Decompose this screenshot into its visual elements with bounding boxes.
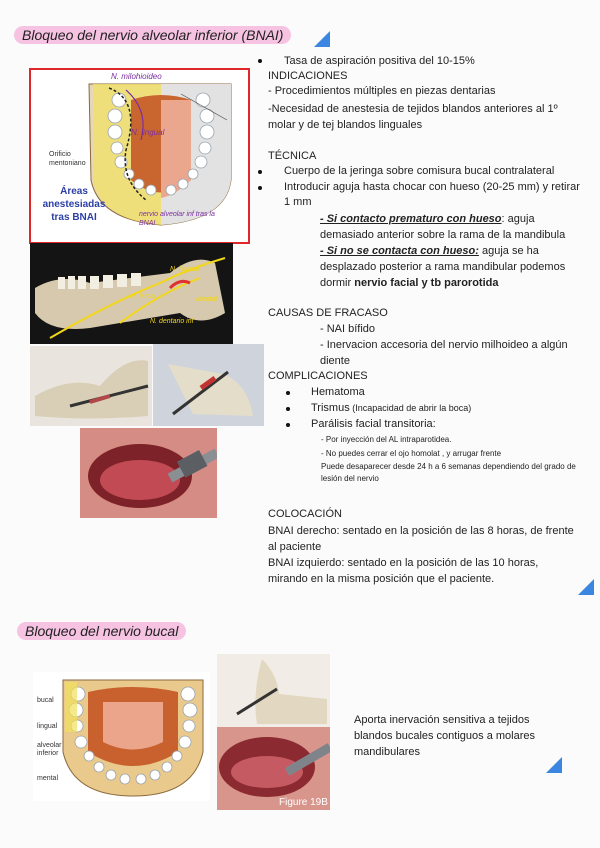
diagram-label-areas: Áreas anestesiadas tras BNAI (42, 186, 106, 223)
colocacion-item-1: BNAI derecho: sentado en la posición de las 8 horas, de frente al paciente (268, 525, 574, 553)
bullet-dot (258, 59, 262, 63)
diagram-label-hand-mid: N. lingual (131, 128, 165, 137)
paralisis-note-3: Puede desaparecer desde 24 h a 6 semanas dependiendo del grado de lesión del nervio (321, 462, 576, 483)
mandible-left-svg (30, 346, 152, 426)
colocacion-item-2: BNAI izquierdo: sentado en la posición de las 10 horas, mirando en la misma posición que el paciente. (268, 557, 539, 585)
bnai-diagram (29, 68, 250, 244)
bullet-dot (286, 423, 290, 427)
contact-none-bold: nervio facial y tb parorotida (354, 277, 499, 289)
causas-heading: CAUSAS DE FRACASO (268, 307, 388, 319)
figure-caption: Figure 19B (279, 797, 328, 808)
bucal-diagram (33, 672, 210, 801)
diagram-label-orificio: Orificio mentoniano (49, 151, 86, 167)
contact-premature-lead: - Si contacto prematuro con hueso (320, 213, 502, 225)
corner-triangle-icon (314, 31, 330, 47)
mandible-syringe-photo-right (153, 344, 264, 426)
comp-trismus: Trismus (311, 402, 350, 414)
bucal-label-1: bucal (37, 697, 54, 704)
paralisis-note-1: - Por inyección del AL intraparotidea. (321, 435, 452, 444)
bucal-skull-photo (217, 654, 330, 727)
comp-hematoma: Hematoma (311, 386, 365, 398)
skull-label-3: N. dentario inf (150, 318, 194, 325)
bullet-dot (258, 186, 262, 190)
causas-item-1: - NAI bífido (320, 323, 376, 335)
corner-triangle-icon (546, 757, 562, 773)
tecnica-item-2: Introducir aguja hasta chocar con hueso (20-25 mm) y retirar 1 mm (284, 181, 580, 208)
contact-premature-rest: : aguja demasiado anterior sobre la rama de la mandibula (320, 213, 566, 241)
bucal-label-3: alveolar inferior (37, 742, 62, 757)
indicaciones-item-1: - Procedimientos múltiples en piezas dentarias (268, 85, 496, 97)
complicaciones-heading: COMPLICACIONES (268, 370, 368, 382)
bucal-label-2: lingual (37, 723, 58, 730)
skull-label-2: N. bucal (130, 293, 156, 300)
mandible-right-svg (153, 344, 264, 426)
intro-bullet: Tasa de aspiración positiva del 10-15% (284, 55, 475, 67)
section-title-bnai: Bloqueo del nervio alveolar inferior (BNAI) (14, 26, 291, 44)
skull-label-4: Mental (196, 296, 218, 303)
indicaciones-item-2: -Necesidad de anestesia de tejidos blandos anteriores al 1º molar y de tej blandos linguales (268, 103, 558, 131)
paralisis-note-2: - No puedes cerrar el ojo homolat , y arrugar frente (321, 449, 502, 458)
skull-nerves-photo (30, 243, 233, 344)
comp-trismus-line (311, 401, 471, 416)
mouth-injection-photo (80, 428, 217, 518)
bucal-description: Aporta inervación sensitiva a tejidos blandos bucales contiguos a molares mandibulares (354, 714, 536, 758)
colocacion-heading: COLOCACIÓN (268, 508, 342, 520)
contact-premature (320, 211, 588, 243)
tecnica-heading: TÉCNICA (268, 150, 317, 162)
causas-item-2: - Inervacion accesoria del nervio milhoideo a algún diente (320, 339, 568, 367)
bullet-dot (286, 407, 290, 411)
bucal-skull-svg (217, 654, 330, 727)
contact-none-lead: - Si no se contacta con hueso: (320, 245, 479, 257)
tecnica-item-1: Cuerpo de la jeringa sobre comisura bucal contralateral (284, 165, 555, 177)
bullet-dot (286, 391, 290, 395)
bucal-label-4: mental (37, 775, 59, 782)
section-title-bucal: Bloqueo del nervio bucal (17, 622, 186, 640)
contact-none-rest: aguja se ha desplazado posterior a rama mandibular podemos dormir (320, 245, 566, 289)
comp-trismus-note: (Incapacidad de abrir la boca) (349, 403, 472, 413)
diagram-label-hand-top: N. milohioideo (111, 72, 162, 81)
bullet-dot (258, 170, 262, 174)
mandible-syringe-photo-left (30, 346, 152, 426)
corner-triangle-icon (578, 579, 594, 595)
comp-paralisis: Parálisis facial transitoria: (311, 418, 436, 430)
diagram-label-hand-bottom: nervio alveolar inf tras la BNAI (139, 211, 215, 227)
skull-label-1: N. lingual (170, 266, 200, 273)
bucal-mouth-photo (217, 727, 330, 810)
contact-none (320, 243, 588, 291)
mouth-svg (80, 428, 217, 518)
indicaciones-heading: INDICACIONES (268, 70, 348, 82)
bucal-diagram-svg (33, 672, 210, 801)
